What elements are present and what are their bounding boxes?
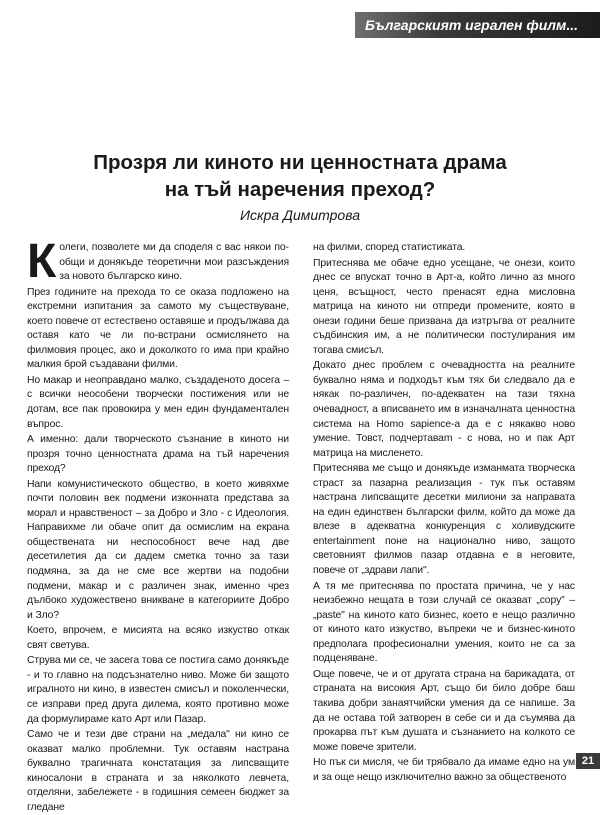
paragraph: Само че и тези две страни на „медала" ни кино се оказват малко проблемни. Тук оставям настрана буквално трагичната констатация за липсващите киносалони в страната и за няколкото левчета, отделяни, забележете - в годишния семеен бюджет за гледане xyxy=(27,729,289,813)
article-column-left xyxy=(27,235,289,815)
paragraph: Притеснява ме обаче едно усещане, че онези, които днес се впускат точно в Арт-а, който лично аз много ценя, всъщност, често пренасят една мисловна матрица на киното ни отпреди промените, която в онези години беше призвана да изтръгва от реалните съдбинския им, а не политически постулирания им тогава смисъл. xyxy=(313,257,575,356)
paragraph: Докато днес проблем с очевадността на реалните буквално няма и подходът към тях би следвало да е някак по-различен, по-адекватен на тази тяхна очевадност, а вписването им в изначалната ценностна система на Homo sapience-a да е с някакво ново умение. Товст, подчертаваm - с нова, но и пак Арт матрица на мисленето. xyxy=(313,360,575,459)
article-title-line-1: Прозря ли киното ни ценностната драма xyxy=(93,151,507,174)
paragraph: на филми, според статистиката. xyxy=(313,242,466,253)
paragraph: А именно: дали творческото съзнание в киното ни прозря точно ценностната драма на тъй наречения преход? xyxy=(27,434,289,475)
section-header-banner: Българският игрален филм... xyxy=(355,12,600,38)
drop-cap: К xyxy=(27,235,57,288)
paragraph: Притеснява ме също и донякъде изманмата творческа страст за пазарна реализация - тук пък оставям настрана липсващите десетки милиони за направата на един единствен български филм, който да може да влезе в адекватна конкуренция с холивудските entertainment поне на национално ниво, защото световният филмов пазар отдавна е в неговите, повече от „здрави лапи". xyxy=(313,463,575,577)
article-author: Искра Димитрова xyxy=(240,207,360,223)
page-number: 21 xyxy=(576,753,600,769)
paragraph: Напи комунистическото общество, в което живяхме почти половин век подмени изконната представа за морал и нравственост – за Добро и Зло - с Идеология. Направихме ли обаче опит да осмислим на екрана обществената ни неспособност вече над две десетилетия да си дадем сметка точно за тази подмяна, за да не сме все жертви на подобни подмени, макар и с различен знак, именно чрез дълбоко художествено вникване в категориите Добро и Зло? xyxy=(27,478,289,621)
paragraph: Но макар и неоправдано малко, създаденото досега – с всички неособени творчески постижения или не дотам, все пак провокира у мен един фундаментален въпрос. xyxy=(27,374,289,430)
paragraph: Струва ми се, че засега това се постига само донякъде - и то главно на подсъзнателно ниво. Може би защото игралното ни кино, в известен смисъл и поколенчески, се изправи пред друга дилема, която противно може да формулираме като Арт или Пазар. xyxy=(27,655,289,725)
paragraph: През годините на прехода то се оказа подложено на екстремни изпитания за самото му съществуване, което повече от естествено оставяше и продължава да оставя като че ли по-встрани осмислянето на филмовия процес, ако и доколкото го има при крайно малкия брой създавани филми. xyxy=(27,286,289,371)
paragraph: А тя ме притеснява по простата причина, че у нас неизбежно нещата в този случай се оказват „copy" – „paste" на киното като бизнес, което е нещо различно от киното като изкуство, въпреки че и бизнес-киното предполага професионални умения, които не са за подценяване. xyxy=(313,580,575,665)
paragraph: Но пък си мисля, че би трябвало да имаме едно на ум и за още нещо изключително важно за общественото xyxy=(313,757,575,783)
paragraph: Което, впрочем, е мисията на всяко изкуство откак свят светува. xyxy=(27,625,289,651)
article-title-line-2: на тъй наречения преход? xyxy=(164,178,436,201)
article-column-right xyxy=(313,241,575,785)
paragraph: Още повече, че и от другата страна на барикадата, от страната на високия Арт, също би било добре баш такива добри занаятчийски умения да се напише. За да не остава той затворен в себе си и да съумява да прокарва път към душата и съзнанието на колкото се може повече зрители. xyxy=(313,668,575,753)
paragraph: Колеги, позволете ми да споделя с вас някои пообщи и донякъде теоретични мои разсъждения за новото българско кино. xyxy=(27,235,289,288)
